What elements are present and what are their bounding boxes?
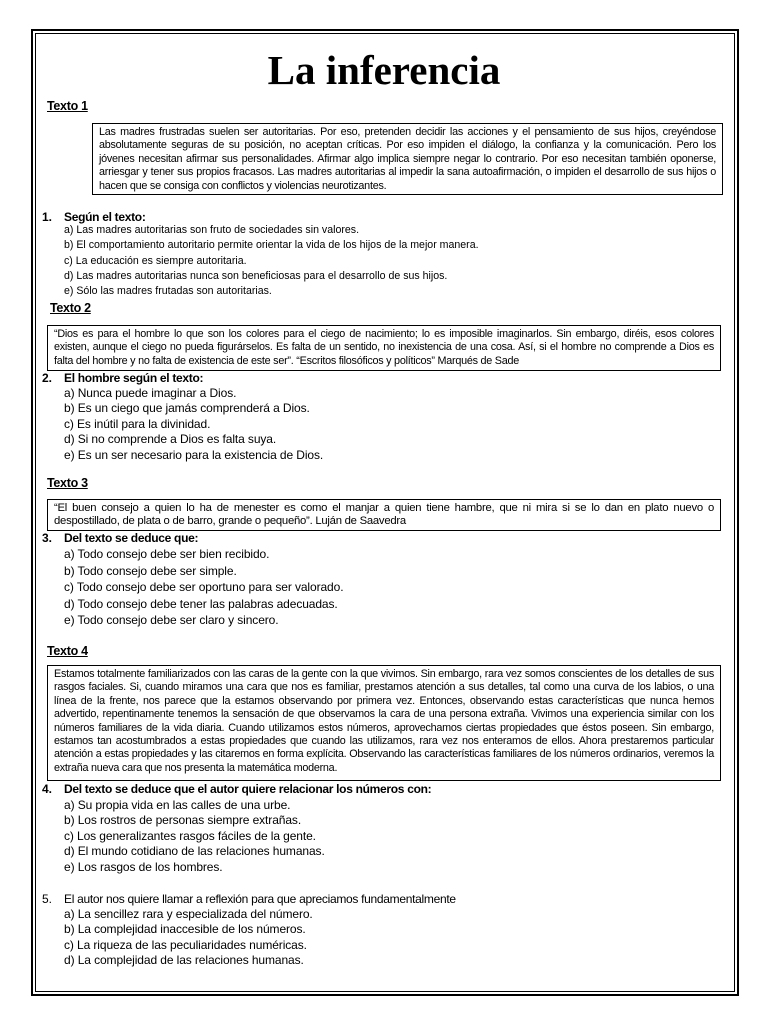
question-5-option-a: a) La sencillez rara y especializada del número. <box>64 907 313 921</box>
question-1-option-a: a) Las madres autoritarias son fruto de sociedades sin valores. <box>64 224 360 236</box>
text-4-passage: Estamos totalmente familiarizados con las caras de la gente con la que vivimos. Sin embargo, rara vez somos conscientes de los detalles de sus rasgos faciales. Si, cuando miramos una cara que nos es familiar, prestamos atención a sus detalles, tal como una curva de los labios, o una línea de la frente, nos parece que la estamos observando por primera vez. Entonces, observando estas características que nunca hemos advertido, repentinamente tenemos la sensación de que observamos la cara de una persona extraña. Vivimos una experiencia similar con los números familiares de la vida diaria. Cuando utilizamos estos números, aprovechamos ciertas propiedades que éstos poseen. Sin embargo, estamos tan acostumbrados a estas propiedades que cuando las utilizamos, rara vez nos enteramos de ellos. Ahora prestaremos particular atención a estas propiedades y las citaremos en forma explícita. Observando las características familiares de los números ordinarios, veremos la extraña nueva cara que nos presenta la matemática moderna. <box>47 665 721 781</box>
question-1-options <box>64 223 479 299</box>
question-5-number: 5. <box>42 892 53 906</box>
question-1-option-b: b) El comportamiento autoritario permite orientar la vida de los hijos de la mejor manera. <box>64 239 479 252</box>
question-4-options <box>64 798 325 875</box>
question-5-option-c: c) La riqueza de las peculiaridades numéricas. <box>64 937 307 952</box>
question-2-number: 2. <box>42 371 53 385</box>
question-2-option-e: e) Es un ser necesario para la existencia de Dios. <box>64 447 324 462</box>
text-1-passage: Las madres frustradas suelen ser autoritarias. Por eso, pretenden decidir las acciones y el pensamiento de sus hijos, creyéndose absolutamente seguras de su posición, no aceptan críticas. Por eso impiden el diálogo, la confianza y la comunicación. Pero los jóvenes necesitan afirmar sus personalidades. Afirmar algo implica siempre negar lo contrario. Por eso necesitan también oponerse, arriesgar y tener sus propios fracasos. Las madres autoritarias al impedir la sana autoafirmación, o impiden el desarrollo de sus hijos o hacen que se consiga con conflictos y violencias neurotizantes. <box>92 123 723 195</box>
question-4-option-c: c) Los generalizantes rasgos fáciles de la gente. <box>64 828 316 843</box>
question-4-option-d: d) El mundo cotidiano de las relaciones humanas. <box>64 844 325 859</box>
question-1-text: Según el texto: <box>64 210 146 224</box>
question-3-option-a: a) Todo consejo debe ser bien recibido. <box>64 547 270 561</box>
question-3-option-d: d) Todo consejo debe tener las palabras adecuadas. <box>64 596 338 611</box>
text-3-passage: “El buen consejo a quien lo ha de menester es como el manjar a quien tiene hambre, que ni mira si se lo dan en plato nuevo o despostillado, de plata o de barro, grande o pequeño”. Luján de Saavedra <box>47 499 721 531</box>
question-3-option-c: c) Todo consejo debe ser oportuno para ser valorado. <box>64 580 344 595</box>
question-4-option-e: e) Los rasgos de los hombres. <box>64 859 223 874</box>
question-1-number: 1. <box>42 210 53 224</box>
page-title: La inferencia <box>267 47 501 93</box>
text-4-label: Texto 4 <box>47 644 88 658</box>
question-2-option-b: b) Es un ciego que jamás comprenderá a Dios. <box>64 401 310 416</box>
question-4-option-a: a) Su propia vida en las calles de una urbe. <box>64 798 291 812</box>
question-4-option-b: b) Los rostros de personas siempre extrañas. <box>64 813 302 828</box>
question-2-option-d: d) Si no comprende a Dios es falta suya. <box>64 432 277 447</box>
question-5-option-d: d) La complejidad de las relaciones humanas. <box>64 953 304 968</box>
question-2-option-a: a) Nunca puede imaginar a Dios. <box>64 386 237 400</box>
question-3-options <box>64 546 343 629</box>
question-4-text: Del texto se deduce que el autor quiere relacionar los números con: <box>64 782 432 796</box>
question-2-text: El hombre según el texto: <box>64 371 204 385</box>
question-3-number: 3. <box>42 531 53 545</box>
question-1-option-c: c) La educación es siempre autoritaria. <box>64 254 247 267</box>
question-4-number: 4. <box>42 782 53 796</box>
question-3-option-b: b) Todo consejo debe ser simple. <box>64 563 237 578</box>
question-3-text: Del texto se deduce que: <box>64 531 199 545</box>
text-1-label: Texto 1 <box>47 99 88 113</box>
question-3-option-e: e) Todo consejo debe ser claro y sincero. <box>64 613 279 628</box>
text-3-label: Texto 3 <box>47 476 88 490</box>
text-2-label: Texto 2 <box>50 301 91 315</box>
question-2-option-c: c) Es inútil para la divinidad. <box>64 416 211 431</box>
text-2-passage: “Dios es para el hombre lo que son los colores para el ciego de nacimiento; lo es imposible imaginarlos. Sin embargo, diréis, esos colores existen, aunque el ciego no pueda figurárselos. Es falta de un sentido, no inexistencia de una cosa. Así, si el hombre no comprende a Dios es falta del hombre y no falta de existencia de este ser”. “Escritos filosóficos y políticos” Marqués de Sade <box>47 325 721 371</box>
question-1-option-e: e) Sólo las madres frutadas son autoritarias. <box>64 285 272 298</box>
question-5-options <box>64 907 313 969</box>
question-5-text: El autor nos quiere llamar a reflexión para que apreciamos fundamentalmente <box>64 892 456 906</box>
question-2-options <box>64 386 323 463</box>
question-1-option-d: d) Las madres autoritarias nunca son beneficiosas para el desarrollo de sus hijos. <box>64 269 448 282</box>
question-5-option-b: b) La complejidad inaccesible de los números. <box>64 922 306 937</box>
